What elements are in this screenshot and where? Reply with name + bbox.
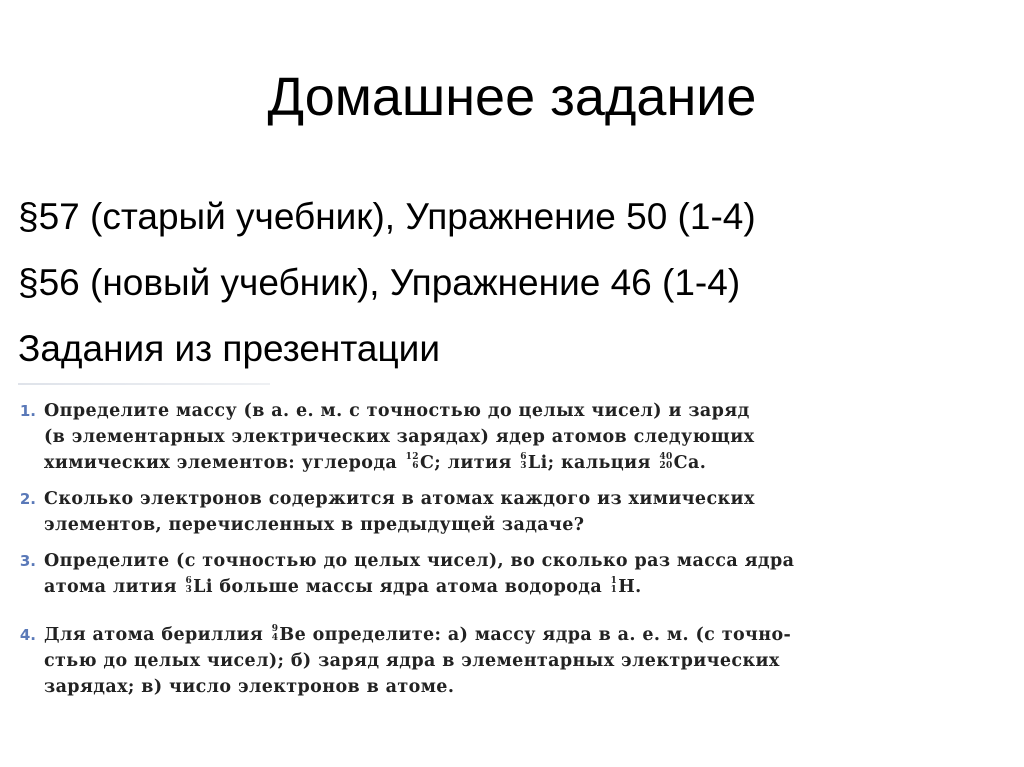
homework-list xyxy=(18,184,1008,382)
task-2 xyxy=(19,486,755,538)
task-number: 3. xyxy=(19,552,36,570)
task-number: 4. xyxy=(19,626,36,644)
slide-title: Домашнее задание xyxy=(267,67,757,127)
homework-item-old-textbook: §57 (старый учебник), Упражнение 50 (1-4) xyxy=(18,196,756,237)
task-line: Сколько электронов содержится в атомах каждого из химических xyxy=(44,489,755,509)
task-number: 1. xyxy=(19,402,36,420)
task-line: зарядах; в) число электронов в атоме. xyxy=(44,677,455,697)
homework-item-presentation: Задания из презентации xyxy=(18,328,440,369)
task-4 xyxy=(19,622,792,700)
task-1 xyxy=(19,398,755,476)
homework-item-new-textbook: §56 (новый учебник), Упражнение 46 (1-4) xyxy=(18,262,741,303)
task-3 xyxy=(19,548,795,600)
task-line: стью до целых чисел); б) заряд ядра в элементарных электрических xyxy=(44,651,780,671)
isotope-notation-lithium: 6 3 xyxy=(520,451,527,471)
task-line: химических элементов: углерода 12 6 C; лития 6 3 Li; кальция 40 20 Ca. xyxy=(44,451,707,473)
isotope-notation-hydrogen: 1 1 xyxy=(610,575,618,595)
task-number: 2. xyxy=(19,490,36,508)
task-line: Определите (с точностью до целых чисел), во сколько раз масса ядра xyxy=(44,551,795,571)
task-line: Для атома бериллия 9 4 Be определите: а) массу ядра в а. е. м. (с точно- xyxy=(44,623,792,645)
task-line: атома лития 6 3 Li больше массы ядра атома водорода 1 1 H. xyxy=(44,575,642,597)
task-line: Определите массу (в а. е. м. с точностью до целых чисел) и заряд xyxy=(44,401,750,421)
isotope-notation-carbon: 12 6 xyxy=(405,451,419,471)
isotope-notation-lithium: 6 3 xyxy=(185,575,193,595)
task-line: (в элементарных электрических зарядах) ядер атомов следующих xyxy=(44,427,755,447)
isotope-notation-beryllium: 9 4 xyxy=(271,623,279,643)
scan-top-divider xyxy=(18,383,270,385)
task-line: элементов, перечисленных в предыдущей задаче? xyxy=(44,515,585,535)
isotope-notation-calcium: 40 20 xyxy=(659,451,673,471)
